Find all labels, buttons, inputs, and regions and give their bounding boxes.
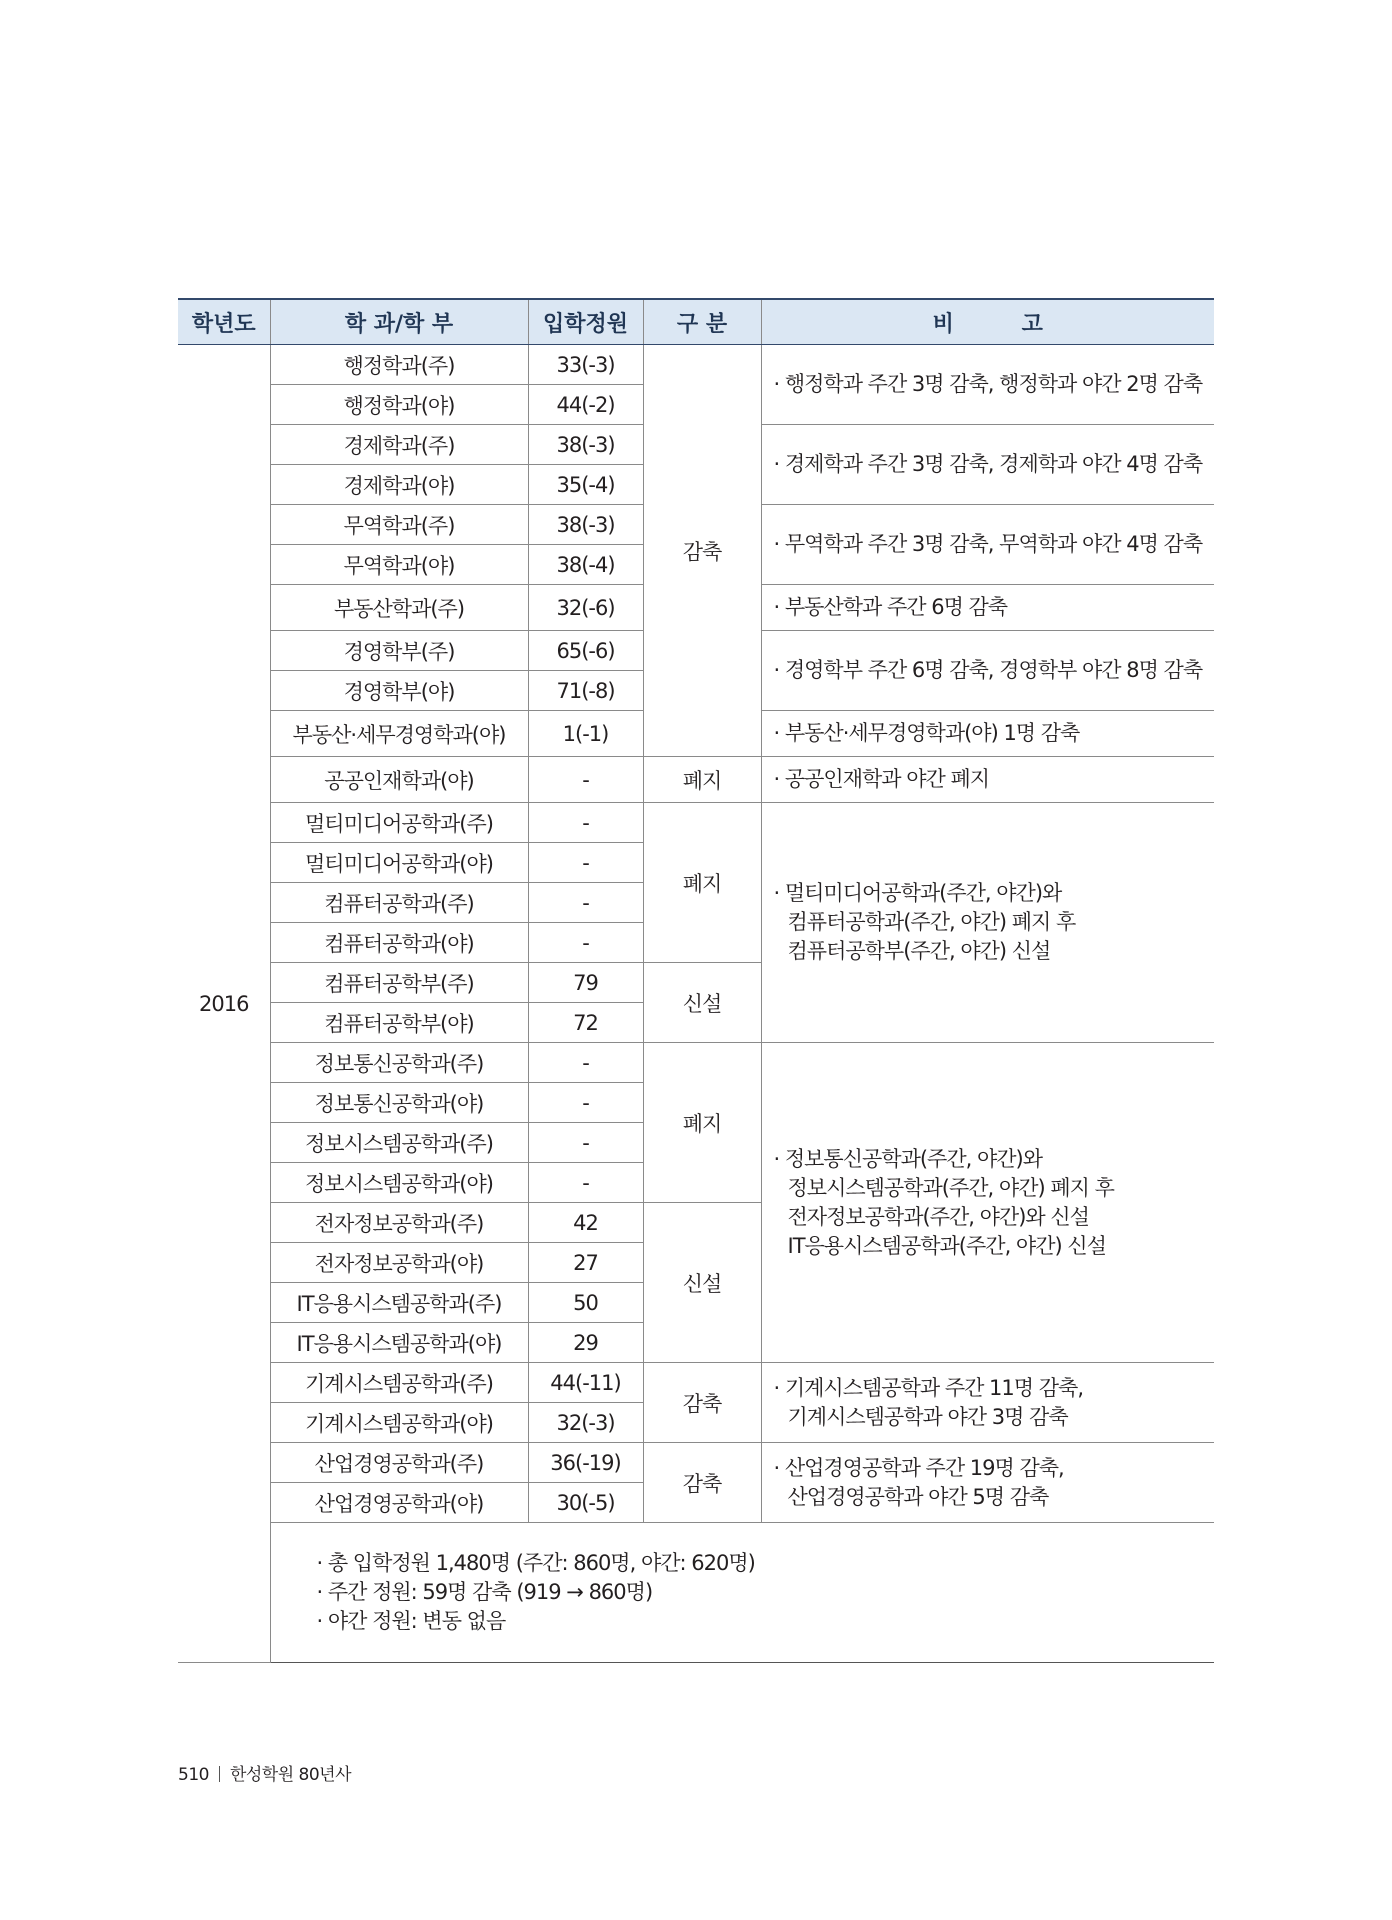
category-cell: 감축 bbox=[643, 1443, 761, 1523]
summary-line: · 총 입학정원 1,480명 (주간: 860명, 야간: 620명) bbox=[316, 1551, 755, 1575]
remark-line: 컴퓨터공학과(주간, 야간) 폐지 후 bbox=[787, 910, 1076, 934]
quota-cell: - bbox=[528, 923, 643, 963]
remark-line: 컴퓨터공학부(주간, 야간) 신설 bbox=[787, 939, 1051, 963]
dept-cell: 컴퓨터공학과(야) bbox=[270, 923, 528, 963]
remark-cell bbox=[761, 345, 1214, 425]
dept-cell: 정보시스템공학과(주) bbox=[270, 1123, 528, 1163]
dept-cell: 부동산·세무경영학과(야) bbox=[270, 711, 528, 757]
quota-cell: 65(-6) bbox=[528, 631, 643, 671]
quota-cell: - bbox=[528, 1123, 643, 1163]
category-cell: 신설 bbox=[643, 1203, 761, 1363]
remark-line: · 멀티미디어공학과(주간, 야간)와 bbox=[773, 881, 1062, 905]
header-category: 구 분 bbox=[643, 299, 761, 345]
header-year: 학년도 bbox=[178, 299, 270, 345]
quota-cell: 42 bbox=[528, 1203, 643, 1243]
remark-line: · 부동산학과 주간 6명 감축 bbox=[773, 595, 1008, 619]
dept-cell: 기계시스템공학과(야) bbox=[270, 1403, 528, 1443]
dept-cell: 정보시스템공학과(야) bbox=[270, 1163, 528, 1203]
remark-line: 정보시스템공학과(주간, 야간) 폐지 후 bbox=[787, 1175, 1114, 1200]
category-cell: 폐지 bbox=[643, 803, 761, 963]
dept-cell: 부동산학과(주) bbox=[270, 585, 528, 631]
remark-line: · 경제학과 주간 3명 감축, 경제학과 야간 4명 감축 bbox=[773, 452, 1203, 476]
remark-cell bbox=[761, 425, 1214, 505]
dept-cell: 컴퓨터공학부(야) bbox=[270, 1003, 528, 1043]
remark-line: 기계시스템공학과 야간 3명 감축 bbox=[787, 1404, 1068, 1429]
quota-cell: 29 bbox=[528, 1323, 643, 1363]
remark-cell bbox=[761, 631, 1214, 711]
remark-line: IT응용시스템공학과(주간, 야간) 신설 bbox=[787, 1233, 1106, 1258]
quota-cell: 50 bbox=[528, 1283, 643, 1323]
summary-line: · 야간 정원: 변동 없음 bbox=[316, 1609, 506, 1633]
remark-line: 산업경영공학과 야간 5명 감축 bbox=[787, 1484, 1049, 1509]
quota-cell: - bbox=[528, 1043, 643, 1083]
quota-cell: 38(-3) bbox=[528, 425, 643, 465]
quota-cell: 79 bbox=[528, 963, 643, 1003]
dept-cell: 무역학과(주) bbox=[270, 505, 528, 545]
quota-cell: - bbox=[528, 883, 643, 923]
dept-cell: IT응용시스템공학과(주) bbox=[270, 1283, 528, 1323]
remark-cell bbox=[761, 1043, 1214, 1363]
dept-cell: 경영학부(야) bbox=[270, 671, 528, 711]
table-row bbox=[178, 1443, 1214, 1483]
summary-row bbox=[178, 1523, 1214, 1663]
dept-cell: 행정학과(주) bbox=[270, 345, 528, 385]
dept-cell: 산업경영공학과(야) bbox=[270, 1483, 528, 1523]
dept-cell: 전자정보공학과(야) bbox=[270, 1243, 528, 1283]
dept-cell: 경영학부(주) bbox=[270, 631, 528, 671]
category-cell: 폐지 bbox=[643, 1043, 761, 1203]
remark-line: · 정보통신공학과(주간, 야간)와 bbox=[773, 1146, 1043, 1171]
remark-line: · 공공인재학과 야간 폐지 bbox=[773, 767, 990, 791]
summary-cell bbox=[270, 1523, 1214, 1663]
dept-cell: 행정학과(야) bbox=[270, 385, 528, 425]
dept-cell: 정보통신공학과(주) bbox=[270, 1043, 528, 1083]
dept-cell: 경제학과(야) bbox=[270, 465, 528, 505]
quota-cell: 30(-5) bbox=[528, 1483, 643, 1523]
dept-cell: 경제학과(주) bbox=[270, 425, 528, 465]
enrollment-quota-table-container bbox=[178, 298, 1214, 1663]
remark-cell bbox=[761, 757, 1214, 803]
remark-line: · 산업경영공학과 주간 19명 감축, bbox=[773, 1455, 1064, 1480]
footer-separator bbox=[219, 1766, 220, 1782]
remark-cell bbox=[761, 585, 1214, 631]
remark-line: · 부동산·세무경영학과(야) 1명 감축 bbox=[773, 721, 1080, 745]
summary-line: · 주간 정원: 59명 감축 (919 → 860명) bbox=[316, 1580, 653, 1604]
remark-line: · 경영학부 주간 6명 감축, 경영학부 야간 8명 감축 bbox=[773, 658, 1203, 682]
category-cell: 신설 bbox=[643, 963, 761, 1043]
header-remarks: 비 고 bbox=[761, 299, 1214, 345]
quota-cell: 38(-4) bbox=[528, 545, 643, 585]
dept-cell: 멀티미디어공학과(야) bbox=[270, 843, 528, 883]
table-row bbox=[178, 803, 1214, 843]
header-department: 학 과/학 부 bbox=[270, 299, 528, 345]
year-cell: 2016 bbox=[178, 345, 270, 1663]
dept-cell: 기계시스템공학과(주) bbox=[270, 1363, 528, 1403]
remark-cell bbox=[761, 1443, 1214, 1523]
quota-cell: - bbox=[528, 757, 643, 803]
dept-cell: 무역학과(야) bbox=[270, 545, 528, 585]
quota-cell: 71(-8) bbox=[528, 671, 643, 711]
table-header-row bbox=[178, 299, 1214, 345]
quota-cell: 33(-3) bbox=[528, 345, 643, 385]
dept-cell: 컴퓨터공학부(주) bbox=[270, 963, 528, 1003]
quota-cell: 44(-2) bbox=[528, 385, 643, 425]
quota-cell: 36(-19) bbox=[528, 1443, 643, 1483]
quota-cell: 72 bbox=[528, 1003, 643, 1043]
quota-cell: 32(-3) bbox=[528, 1403, 643, 1443]
remark-line: · 행정학과 주간 3명 감축, 행정학과 야간 2명 감축 bbox=[773, 372, 1203, 396]
quota-cell: 44(-11) bbox=[528, 1363, 643, 1403]
enrollment-quota-table bbox=[178, 298, 1214, 1663]
page-number: 510 bbox=[178, 1765, 209, 1785]
quota-cell: - bbox=[528, 803, 643, 843]
remark-cell bbox=[761, 1363, 1214, 1443]
quota-cell: 32(-6) bbox=[528, 585, 643, 631]
category-cell: 폐지 bbox=[643, 757, 761, 803]
quota-cell: - bbox=[528, 1163, 643, 1203]
category-cell: 감축 bbox=[643, 345, 761, 757]
quota-cell: - bbox=[528, 843, 643, 883]
category-cell: 감축 bbox=[643, 1363, 761, 1443]
remark-cell bbox=[761, 803, 1214, 1043]
remark-line: 전자정보공학과(주간, 야간)와 신설 bbox=[787, 1204, 1089, 1229]
dept-cell: 산업경영공학과(주) bbox=[270, 1443, 528, 1483]
table-row bbox=[178, 345, 1214, 385]
dept-cell: 전자정보공학과(주) bbox=[270, 1203, 528, 1243]
remark-cell bbox=[761, 505, 1214, 585]
dept-cell: 공공인재학과(야) bbox=[270, 757, 528, 803]
table-row bbox=[178, 757, 1214, 803]
remark-cell bbox=[761, 711, 1214, 757]
dept-cell: IT응용시스템공학과(야) bbox=[270, 1323, 528, 1363]
quota-cell: 35(-4) bbox=[528, 465, 643, 505]
page-footer bbox=[178, 1760, 351, 1785]
header-quota: 입학정원 bbox=[528, 299, 643, 345]
quota-cell: 38(-3) bbox=[528, 505, 643, 545]
table-row bbox=[178, 1363, 1214, 1403]
dept-cell: 컴퓨터공학과(주) bbox=[270, 883, 528, 923]
quota-cell: 27 bbox=[528, 1243, 643, 1283]
quota-cell: 1(-1) bbox=[528, 711, 643, 757]
table-row bbox=[178, 1043, 1214, 1083]
quota-cell: - bbox=[528, 1083, 643, 1123]
book-title: 한성학원 80년사 bbox=[229, 1765, 352, 1785]
remark-line: · 기계시스템공학과 주간 11명 감축, bbox=[773, 1375, 1083, 1400]
remark-line: · 무역학과 주간 3명 감축, 무역학과 야간 4명 감축 bbox=[773, 532, 1203, 556]
dept-cell: 정보통신공학과(야) bbox=[270, 1083, 528, 1123]
dept-cell: 멀티미디어공학과(주) bbox=[270, 803, 528, 843]
